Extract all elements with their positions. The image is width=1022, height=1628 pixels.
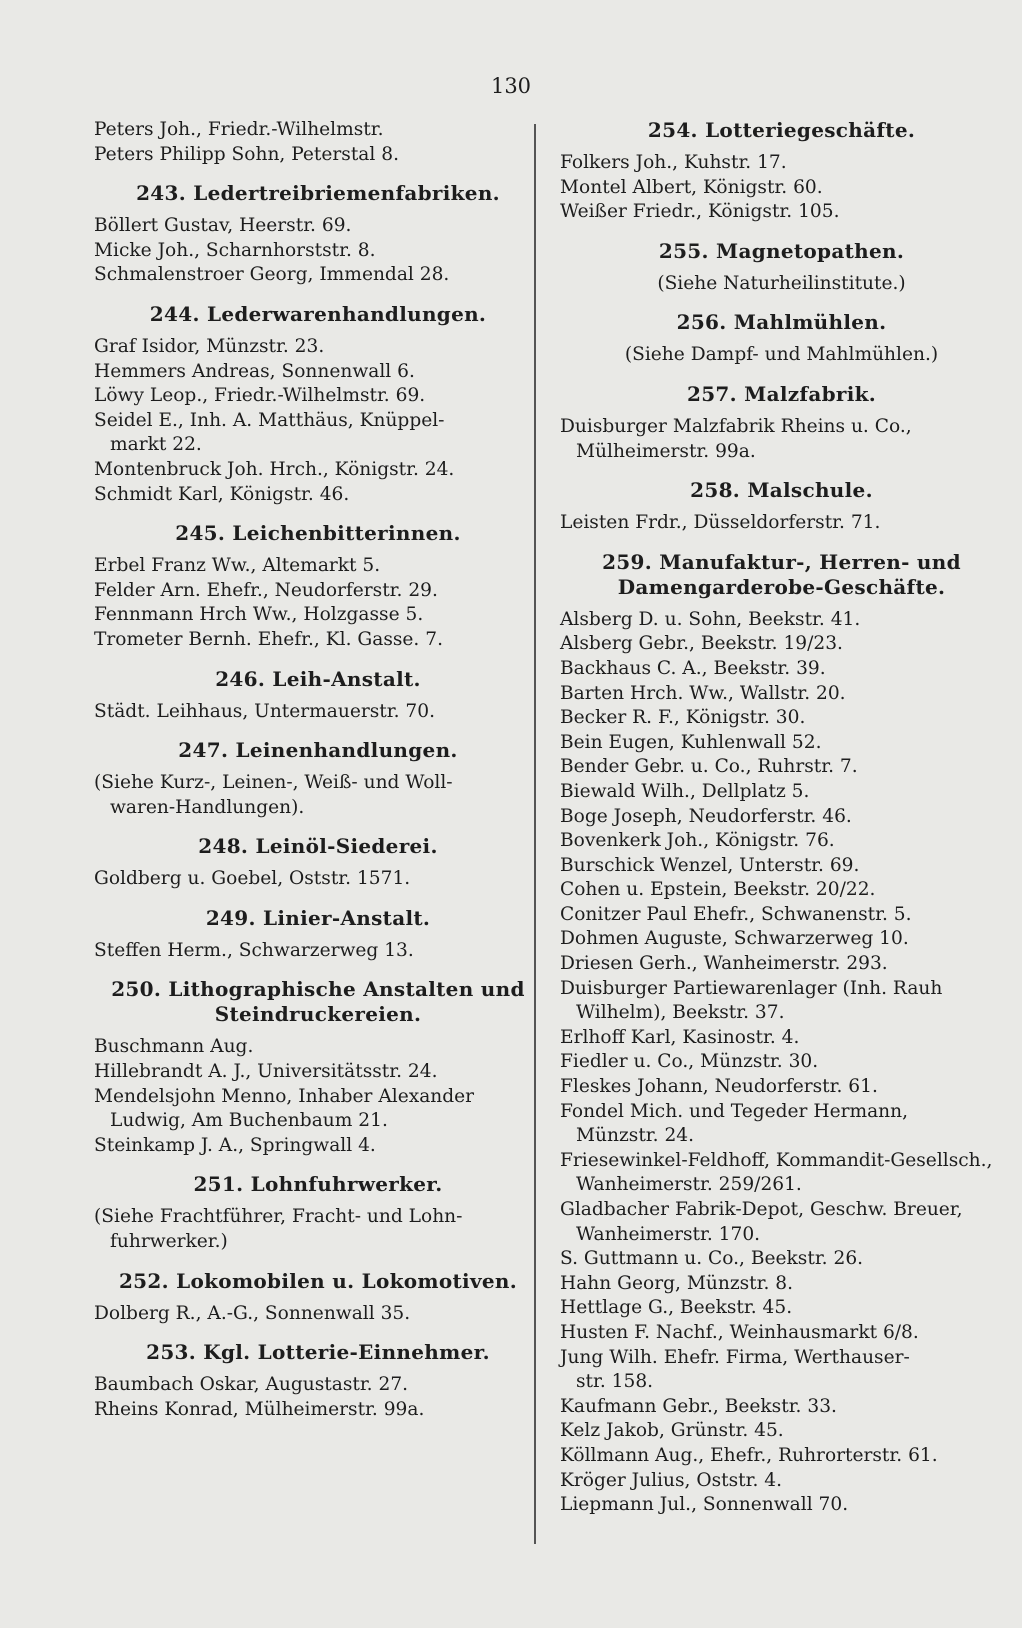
directory-entry: Peters Philipp Sohn, Peterstal 8. — [94, 143, 399, 165]
directory-section — [560, 478, 1003, 536]
cross-reference-note: (Siehe Kurz-, Leinen-, Weiß- und Woll- waren-Handlungen). — [94, 772, 453, 818]
directory-entry: Städt. Leihhaus, Untermauerstr. 70. — [94, 700, 436, 722]
directory-section — [94, 181, 542, 288]
section-heading: 253. Kgl. Lotterie-Einnehmer. — [146, 1340, 490, 1365]
directory-entry: Rheins Konrad, Mülheimerstr. 99a. — [94, 1398, 425, 1420]
directory-entry: Driesen Gerh., Wanheimerstr. 293. — [560, 953, 888, 975]
cross-reference-note: (Siehe Dampf- und Mahlmühlen.) — [624, 344, 939, 366]
page-number: 130 — [490, 74, 532, 98]
directory-section — [94, 834, 542, 892]
directory-entry: Schmidt Karl, Königstr. 46. — [94, 483, 350, 505]
directory-entry: Barten Hrch. Ww., Wallstr. 20. — [560, 682, 846, 704]
directory-entry: Montenbruck Joh. Hrch., Königstr. 24. — [94, 458, 455, 480]
section-heading: 250. Lithographische Anstalten und Steindruckereien. — [111, 977, 525, 1027]
directory-entry: Duisburger Malzfabrik Rheins u. Co., Mülheimerstr. 99a. — [560, 415, 912, 462]
directory-section — [94, 1269, 542, 1327]
directory-section — [560, 310, 1003, 368]
directory-entry: Alsberg D. u. Sohn, Beekstr. 41. — [560, 608, 861, 630]
directory-section — [94, 977, 542, 1158]
directory-entry: Burschick Wenzel, Unterstr. 69. — [560, 854, 860, 876]
left-column — [94, 118, 542, 1422]
section-heading: 255. Magnetopathen. — [658, 238, 905, 263]
section-heading: 258. Malschule. — [690, 478, 873, 503]
directory-entry: Fleskes Johann, Neudorferstr. 61. — [560, 1076, 878, 1098]
directory-entry: Hahn Georg, Münzstr. 8. — [560, 1272, 794, 1294]
directory-entry: Graf Isidor, Münzstr. 23. — [94, 335, 325, 357]
section-heading: 246. Leih-Anstalt. — [215, 666, 421, 691]
directory-entry: Montel Albert, Königstr. 60. — [560, 176, 823, 198]
section-heading: 259. Manufaktur-, Herren- und Damengarderobe-Geschäfte. — [602, 549, 961, 599]
directory-entry: Kelz Jakob, Grünstr. 45. — [560, 1420, 784, 1442]
directory-section — [94, 1172, 542, 1254]
directory-entry: Hillebrandt A. J., Universitätsstr. 24. — [94, 1061, 438, 1083]
directory-entry: Dohmen Auguste, Schwarzerweg 10. — [560, 928, 909, 950]
directory-section — [560, 239, 1003, 297]
section-heading: 256. Mahlmühlen. — [676, 310, 887, 335]
directory-section — [94, 521, 542, 652]
section-heading: 251. Lohnfuhrwerker. — [193, 1172, 443, 1197]
directory-entry: Mendelsjohn Menno, Inhaber Alexander Ludwig, Am Buchenbaum 21. — [94, 1085, 475, 1132]
directory-entry: Dolberg R., A.-G., Sonnenwall 35. — [94, 1302, 411, 1324]
section-heading: 243. Ledertreibriemenfabriken. — [136, 181, 500, 206]
directory-section — [94, 738, 542, 820]
directory-section — [94, 1340, 542, 1422]
directory-entry: Fennmann Hrch Ww., Holzgasse 5. — [94, 604, 424, 626]
directory-entry: Cohen u. Epstein, Beekstr. 20/22. — [560, 879, 876, 901]
directory-entry: Liepmann Jul., Sonnenwall 70. — [560, 1494, 849, 1516]
section-heading: 245. Leichenbitterinnen. — [175, 521, 461, 546]
section-heading: 247. Leinenhandlungen. — [178, 738, 458, 763]
directory-entry: Backhaus C. A., Beekstr. 39. — [560, 657, 826, 679]
section-heading: 254. Lotteriegeschäfte. — [647, 118, 916, 142]
directory-section — [560, 118, 1003, 225]
directory-entry: Köllmann Aug., Ehefr., Ruhrorterstr. 61. — [560, 1444, 938, 1466]
directory-entry: Steinkamp J. A., Springwall 4. — [94, 1134, 376, 1156]
directory-entry: Conitzer Paul Ehefr., Schwanenstr. 5. — [560, 903, 912, 925]
directory-entry: Steffen Herm., Schwarzerweg 13. — [94, 939, 414, 961]
directory-entry: Leisten Frdr., Düsseldorferstr. 71. — [560, 512, 881, 534]
directory-entry: Hemmers Andreas, Sonnenwall 6. — [94, 360, 415, 382]
directory-entry: Micke Joh., Scharnhorststr. 8. — [94, 239, 376, 261]
section-heading: 244. Lederwarenhandlungen. — [149, 301, 487, 326]
directory-entry: Goldberg u. Goebel, Oststr. 1571. — [94, 868, 411, 890]
directory-entry: Weißer Friedr., Königstr. 105. — [560, 201, 840, 223]
directory-entry: Seidel E., Inh. A. Matthäus, Knüppel- markt 22. — [94, 409, 445, 456]
directory-entry: Friesewinkel-Feldhoff, Kommandit-Gesellsch., Wanheimerstr. 259/261. — [560, 1149, 993, 1196]
directory-section — [94, 302, 542, 507]
directory-section — [560, 550, 1003, 1518]
directory-section — [94, 118, 542, 167]
cross-reference-note: (Siehe Naturheilinstitute.) — [657, 272, 906, 294]
directory-section — [560, 382, 1003, 464]
directory-section — [94, 906, 542, 964]
directory-entry: Hettlage G., Beekstr. 45. — [560, 1297, 793, 1319]
section-heading: 257. Malzfabrik. — [686, 381, 877, 406]
section-heading: 252. Lokomobilen u. Lokomotiven. — [118, 1268, 518, 1293]
directory-entry: S. Guttmann u. Co., Beekstr. 26. — [560, 1248, 864, 1270]
directory-entry: Husten F. Nachf., Weinhausmarkt 6/8. — [560, 1321, 919, 1343]
directory-entry: Kaufmann Gebr., Beekstr. 33. — [560, 1395, 837, 1417]
directory-entry: Löwy Leop., Friedr.-Wilhelmstr. 69. — [94, 385, 426, 407]
directory-entry: Folkers Joh., Kuhstr. 17. — [560, 152, 787, 173]
right-column — [560, 118, 1003, 1518]
column-divider — [534, 124, 536, 1544]
directory-entry: Baumbach Oskar, Augustastr. 27. — [94, 1374, 409, 1396]
directory-entry: Fondel Mich. und Tegeder Hermann, Münzstr. 24. — [560, 1100, 909, 1147]
directory-entry: Alsberg Gebr., Beekstr. 19/23. — [560, 633, 843, 655]
directory-entry: Boge Joseph, Neudorferstr. 46. — [560, 805, 852, 827]
directory-entry: Felder Arn. Ehefr., Neudorferstr. 29. — [94, 579, 438, 601]
directory-section — [94, 667, 542, 725]
directory-entry: Trometer Bernh. Ehefr., Kl. Gasse. 7. — [94, 628, 443, 650]
directory-entry: Jung Wilh. Ehefr. Firma, Werthauser- str. 158. — [560, 1346, 910, 1393]
directory-entry: Biewald Wilh., Dellplatz 5. — [560, 780, 810, 802]
section-heading: 248. Leinöl-Siederei. — [198, 834, 438, 859]
directory-entry: Becker R. F., Königstr. 30. — [560, 707, 806, 729]
directory-entry: Buschmann Aug. — [94, 1036, 254, 1058]
directory-entry: Gladbacher Fabrik-Depot, Geschw. Breuer, Wanheimerstr. 170. — [560, 1199, 963, 1245]
directory-entry: Schmalenstroer Georg, Immendal 28. — [94, 264, 450, 286]
directory-entry: Duisburger Partiewarenlager (Inh. Rauh Wilhelm), Beekstr. 37. — [560, 977, 943, 1024]
directory-entry: Fiedler u. Co., Münzstr. 30. — [560, 1051, 819, 1073]
directory-entry: Kröger Julius, Oststr. 4. — [560, 1469, 783, 1491]
directory-entry: Peters Joh., Friedr.-Wilhelmstr. — [94, 119, 384, 140]
directory-entry: Bein Eugen, Kuhlenwall 52. — [560, 731, 822, 753]
cross-reference-note: (Siehe Frachtführer, Fracht- und Lohn- fuhrwerker.) — [94, 1206, 463, 1253]
directory-entry: Erlhoff Karl, Kasinostr. 4. — [560, 1026, 800, 1048]
directory-entry: Erbel Franz Ww., Altemarkt 5. — [94, 555, 381, 577]
directory-entry: Bender Gebr. u. Co., Ruhrstr. 7. — [560, 756, 858, 778]
section-heading: 249. Linier-Anstalt. — [205, 905, 431, 930]
directory-entry: Böllert Gustav, Heerstr. 69. — [94, 215, 352, 237]
directory-entry: Bovenkerk Joh., Königstr. 76. — [560, 830, 835, 852]
